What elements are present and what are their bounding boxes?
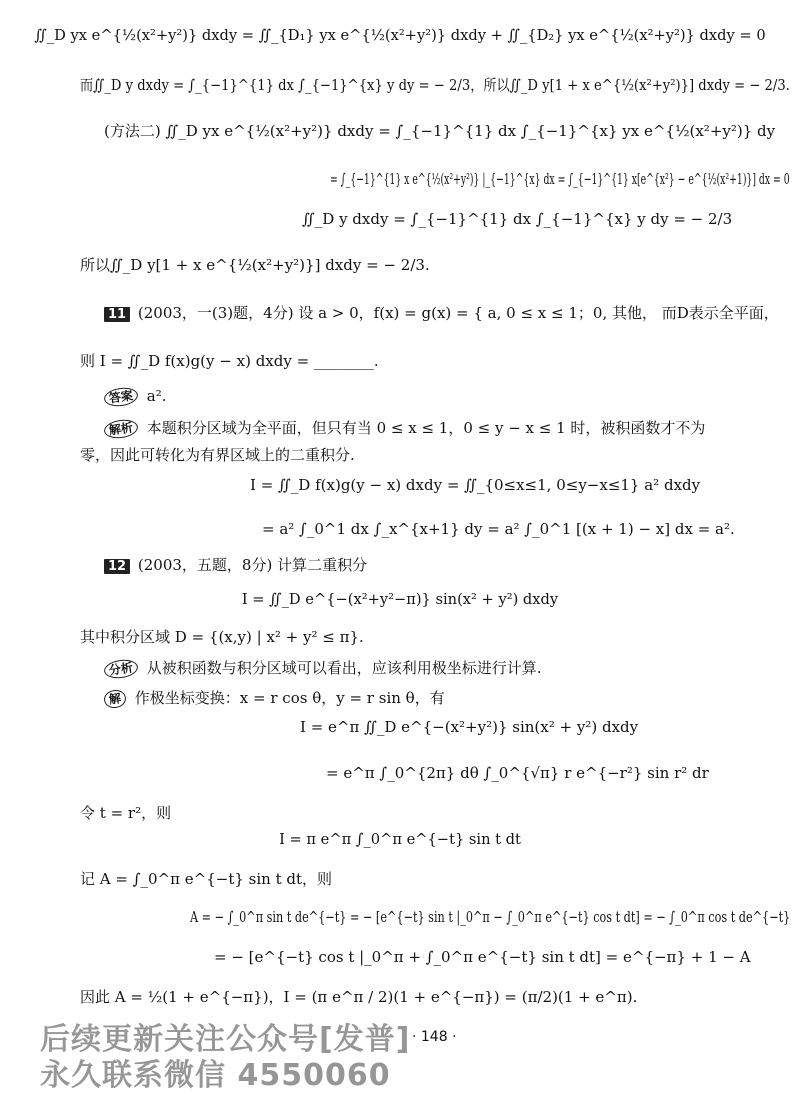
method-two-step: = ∫_{−1}^{1} x e^{½(x²+y²)} |_{−1}^{x} dx = ∫_{−1}^{1} x[e^{x²} − e^{½(x²+1)}] dx = 0 — [330, 170, 790, 188]
analysis-tag-12: 分析 — [103, 658, 139, 681]
problem-11-analysis-line1 — [104, 420, 705, 438]
problem-11-question: 则 I = ∬_D f(x)g(y − x) dxdy = ________. — [80, 352, 379, 370]
problem-12-text: (2003，五题，8分) 计算二重积分 — [137, 556, 368, 574]
problem-11-number: 11 — [104, 307, 130, 322]
problem-11-answer — [104, 388, 167, 406]
problem-12-domain: 其中积分区域 D = {(x,y) | x² + y² ≤ π}. — [80, 628, 364, 646]
problem-12-eq-3: I = π e^π ∫_0^π e^{−t} sin t dt — [279, 830, 521, 848]
watermark-line-1: 后续更新关注公众号[发普] — [40, 1022, 411, 1057]
problem-12-statement — [104, 558, 367, 574]
problem-11-eq-2: = a² ∫_0^1 dx ∫_x^{x+1} dy = a² ∫_0^1 [(x + 1) − x] dx = a². — [262, 520, 735, 538]
problem-11-statement — [104, 306, 779, 322]
analysis-tag: 解析 — [103, 418, 139, 441]
problem-12-substitution: 令 t = r²，则 — [80, 804, 172, 822]
eq-ydxdy-result: 而∬_D y dxdy = ∫_{−1}^{1} dx ∫_{−1}^{x} y dy = − 2/3，所以∬_D y[1 + x e^{½(x²+y²)}] dxdy = − 2/3. — [80, 76, 790, 94]
answer-tag: 答案 — [103, 386, 139, 409]
problem-12-conclusion: 因此 A = ½(1 + e^{−π})，I = (π e^π / 2)(1 + e^{−π}) = (π/2)(1 + e^π). — [80, 988, 638, 1006]
problem-11-text: (2003，一(3)题，4分) 设 a > 0，f(x) = g(x) = { a, 0 ≤ x ≤ 1；0, 其他， 而D表示全平面， — [137, 304, 779, 322]
page-number: · 148 · — [412, 1029, 457, 1045]
problem-12-solution — [104, 690, 445, 708]
problem-12-eq-2: = e^π ∫_0^{2π} dθ ∫_0^{√π} r e^{−r²} sin r² dr — [326, 764, 709, 782]
problem-12-eq-1: I = e^π ∬_D e^{−(x²+y²)} sin(x² + y²) dxdy — [300, 718, 639, 736]
method-two-ydxdy: ∬_D y dxdy = ∫_{−1}^{1} dx ∫_{−1}^{x} y dy = − 2/3 — [302, 210, 733, 228]
eq-symmetry-split: ∬_D yx e^{½(x²+y²)} dxdy = ∬_{D₁} yx e^{½(x²+y²)} dxdy + ∬_{D₂} yx e^{½(x²+y²)} dxdy = 0 — [34, 26, 766, 44]
problem-12-analysis — [104, 660, 542, 678]
problem-11-analysis-line2: 零，因此可转化为有界区域上的二重积分. — [80, 446, 355, 464]
problem-12-define-a: 记 A = ∫_0^π e^{−t} sin t dt，则 — [80, 870, 333, 888]
method-two-conclusion: 所以∬_D y[1 + x e^{½(x²+y²)}] dxdy = − 2/3. — [80, 256, 430, 274]
solution-tag: 解 — [103, 689, 127, 710]
problem-11-eq-1: I = ∬_D f(x)g(y − x) dxdy = ∬_{0≤x≤1, 0≤y−x≤1} a² dxdy — [250, 476, 701, 494]
analysis-text-1: 本题积分区域为全平面，但只有当 0 ≤ x ≤ 1，0 ≤ y − x ≤ 1 时，被积函数才不为 — [146, 419, 706, 437]
problem-12-eq-4: A = − ∫_0^π sin t de^{−t} = − [e^{−t} sin t |_0^π − ∫_0^π e^{−t} cos t dt] = − ∫_0^π cos t de^{−t} — [190, 908, 791, 926]
problem-12-number: 12 — [104, 559, 130, 574]
solution-text: 作极坐标变换：x = r cos θ，y = r sin θ，有 — [134, 689, 445, 707]
analysis-text-12: 从被积函数与积分区域可以看出，应该利用极坐标进行计算. — [146, 659, 542, 677]
watermark-line-2: 永久联系微信 4550060 — [40, 1058, 391, 1093]
problem-12-integral: I = ∬_D e^{−(x²+y²−π)} sin(x² + y²) dxdy — [241, 590, 559, 608]
problem-12-eq-5: = − [e^{−t} cos t |_0^π + ∫_0^π e^{−t} sin t dt] = e^{−π} + 1 − A — [214, 948, 751, 966]
method-two-heading: (方法二) ∬_D yx e^{½(x²+y²)} dxdy = ∫_{−1}^{1} dx ∫_{−1}^{x} yx e^{½(x²+y²)} dy — [104, 122, 776, 140]
answer-text: a². — [146, 387, 167, 405]
